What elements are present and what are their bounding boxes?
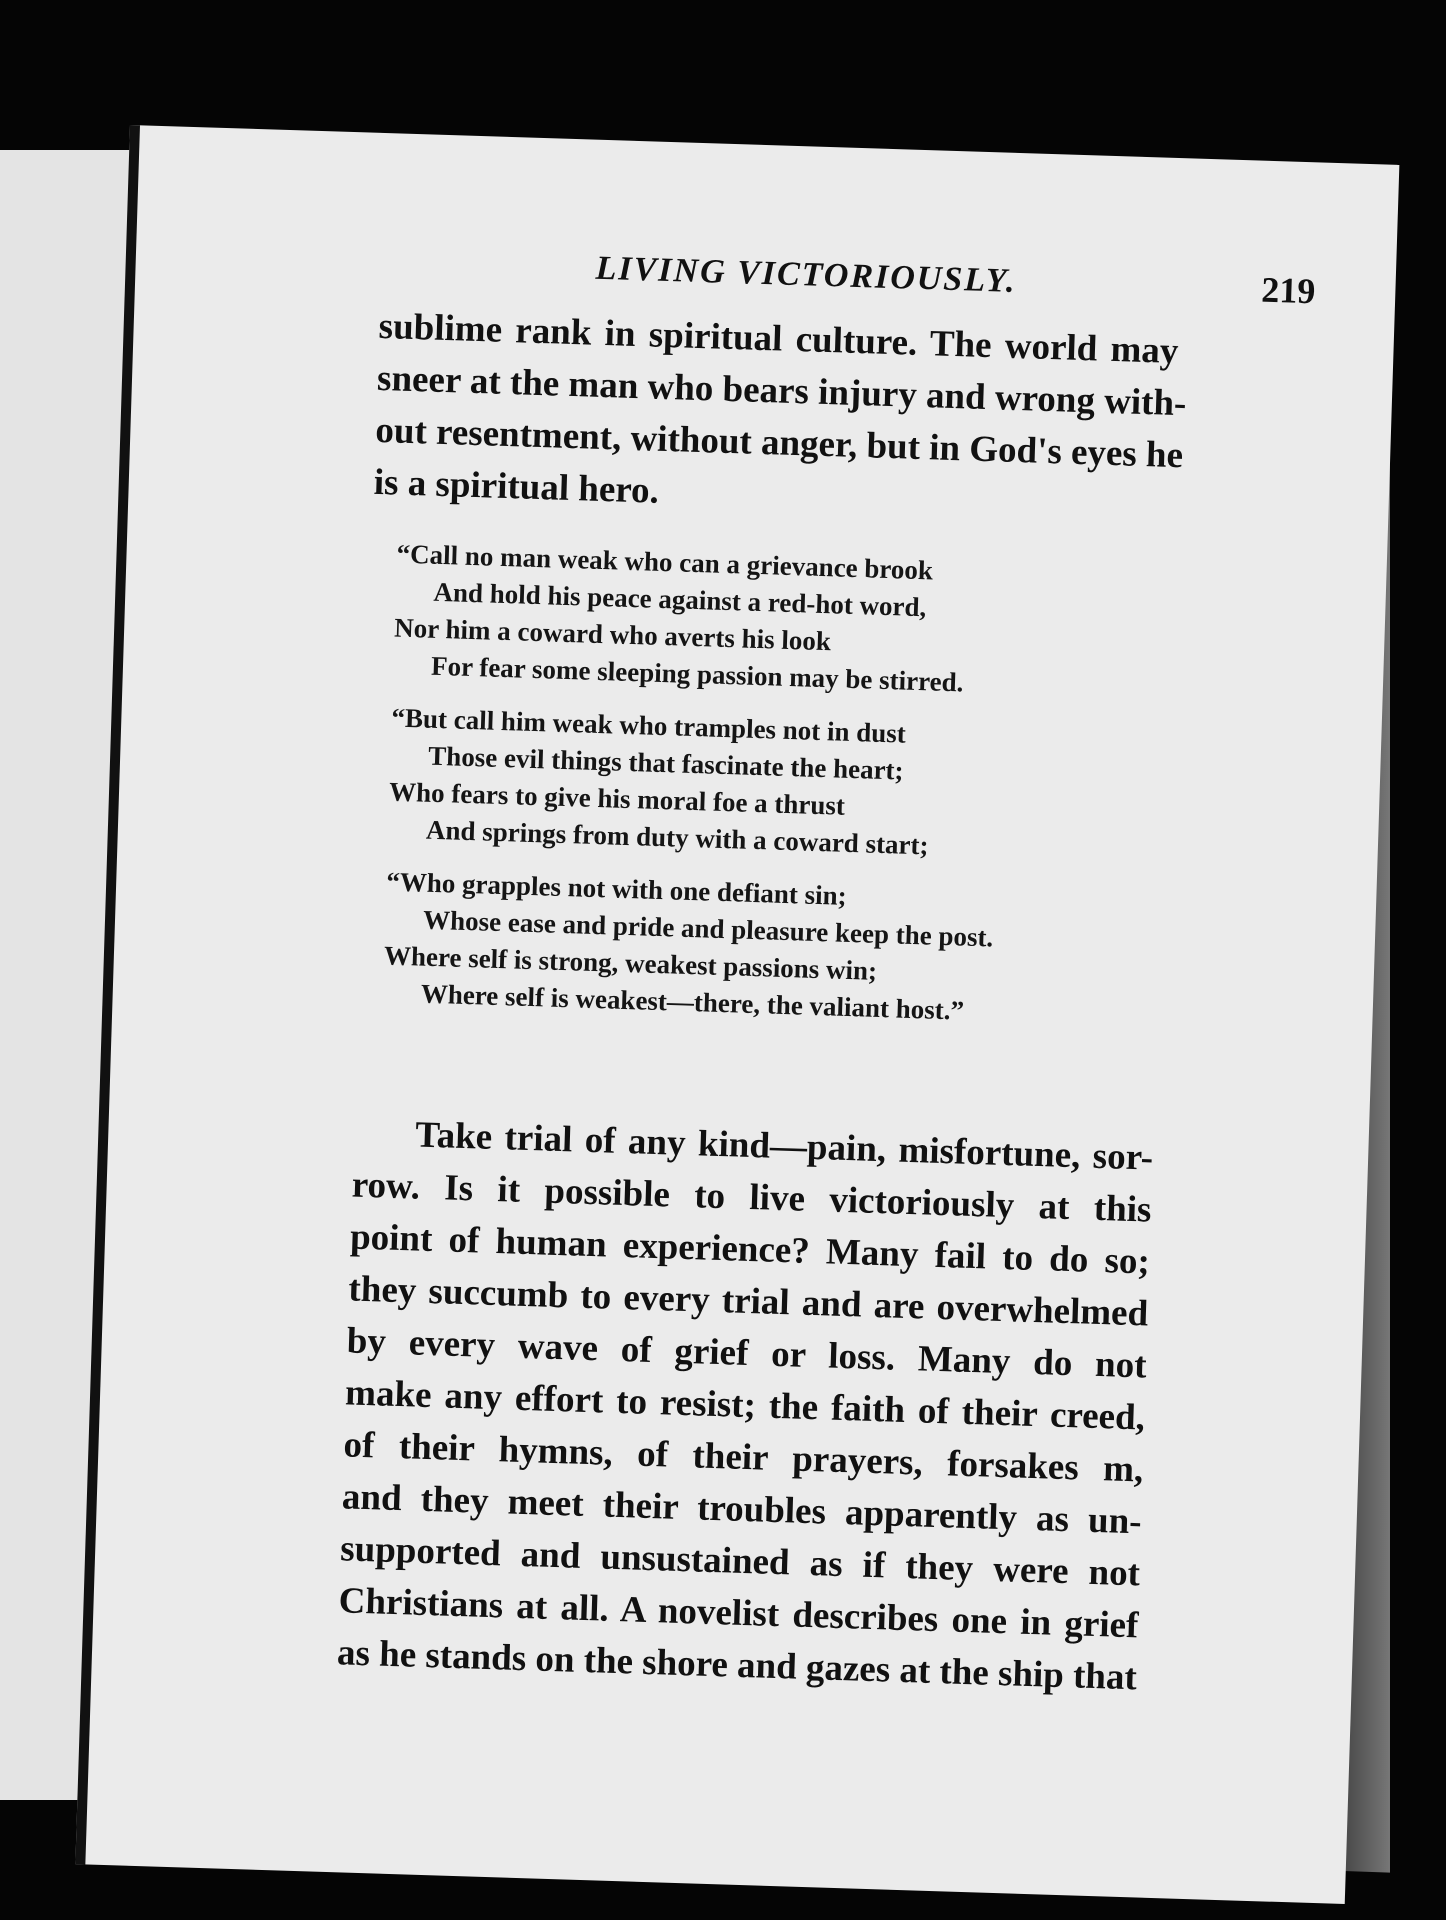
poem-quotation [382, 536, 1077, 1049]
poem-stanza [387, 700, 1071, 869]
paragraph-1 [373, 301, 1188, 534]
poem-stanza [382, 863, 1066, 1032]
text-line: and they meet their troubles apparently as un- [341, 1476, 1143, 1543]
text-line: sneer at the man who bears injury and wrong with- [376, 357, 1188, 425]
poem-line: Where self is weakest—there, the valiant host.” [420, 978, 965, 1026]
text-line: point of human experience? Many fail to do so; [349, 1216, 1151, 1283]
book-page [75, 125, 1399, 1904]
poem-line: And hold his peace against a red-hot word, [433, 576, 927, 623]
text-line: supported and unsustained as if they were not [339, 1528, 1141, 1595]
page-number: 219 [1260, 269, 1316, 312]
poem-line: “Who grapples not with one defiant sin; [385, 866, 848, 911]
text-line: Take trial of any kind—pain, misfortune, sor- [414, 1114, 1154, 1179]
text-line: Christians at all. A novelist describes one in grief [338, 1580, 1139, 1647]
poem-line: “Call no man weak who can a grievance brook [396, 538, 934, 586]
text-line: as he stands on the shore and gazes at the ship that [336, 1632, 1138, 1699]
text-line: by every wave of grief or loss. Many do not [346, 1320, 1148, 1387]
poem-line: Those evil things that fascinate the heart; [427, 740, 905, 786]
running-title: LIVING VICTORIOUSLY. [595, 249, 1018, 300]
poem-line: “But call him weak who tramples not in dust [391, 702, 907, 749]
poem-line: Where self is strong, weakest passions win; [383, 940, 878, 986]
text-line: make any effort to resist; the faith of their creed, [344, 1372, 1146, 1439]
text-line: out resentment, without anger, but in God's eyes he [374, 409, 1184, 477]
poem-line: For fear some sleeping passion may be stirred. [430, 650, 964, 698]
text-line: row. Is it possible to live victoriously at this [351, 1164, 1153, 1231]
text-line: sublime rank in spiritual culture. The world may [378, 305, 1180, 373]
poem-line: And springs from duty with a coward start; [425, 814, 930, 861]
paragraph-2 [336, 1108, 1154, 1705]
text-line: they succumb to every trial and are overwhelmed [347, 1268, 1149, 1335]
poem-line: Who fears to give his moral foe a thrust [388, 776, 846, 821]
poem-line: Nor him a coward who averts his look [393, 612, 832, 657]
poem-line: Whose ease and pride and pleasure keep the post. [422, 904, 994, 953]
text-line: is a spiritual hero. [373, 461, 660, 512]
text-line: of their hymns, of their prayers, forsakes m, [343, 1424, 1144, 1491]
poem-stanza [393, 536, 1077, 705]
